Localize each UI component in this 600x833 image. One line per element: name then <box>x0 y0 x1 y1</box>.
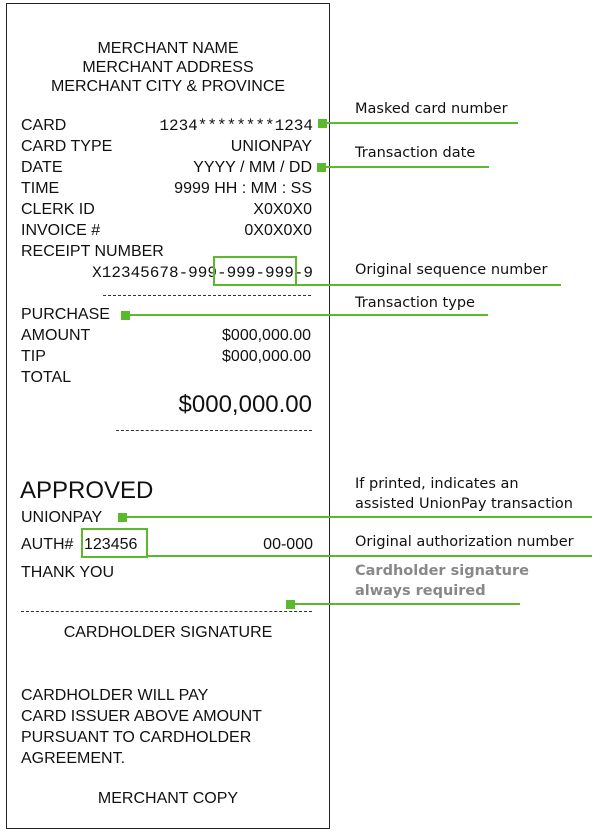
auth-code: 123456 <box>84 536 138 553</box>
invoice-label: INVOICE # <box>21 222 101 239</box>
tip-label: TIP <box>21 348 46 365</box>
callout-authorization: Original authorization number <box>355 534 574 550</box>
tip-value: $000,000.00 <box>222 348 311 365</box>
card-type-label: CARD TYPE <box>21 138 113 155</box>
callout-transaction-type: Transaction type <box>355 295 475 311</box>
thank-you: THANK YOU <box>21 564 115 581</box>
merchant-address: MERCHANT ADDRESS <box>82 59 254 76</box>
divider <box>116 430 312 431</box>
time-label: TIME <box>21 180 60 197</box>
merchant-name: MERCHANT NAME <box>97 40 239 57</box>
total-value: $000,000.00 <box>178 391 312 418</box>
auth-highlight-box <box>81 528 148 558</box>
signature-line <box>21 611 312 612</box>
invoice-value: 0X0X0X0 <box>244 222 312 239</box>
auth-label: AUTH# <box>21 536 74 553</box>
total-label: TOTAL <box>21 369 72 386</box>
callout-assisted-unionpay: If printed, indicates an assisted UnionPay transaction <box>355 476 573 512</box>
amount-label: AMOUNT <box>21 327 91 344</box>
assisted-connector <box>122 516 592 518</box>
type-connector <box>125 314 488 316</box>
receipt-number-value: X12345678-999-999-999-9 <box>92 264 313 282</box>
sequence-connector <box>297 284 561 286</box>
card-label: CARD <box>21 117 67 134</box>
auth-connector <box>148 555 592 557</box>
card-value: 1234********1234 <box>159 117 313 135</box>
signature-connector <box>290 603 520 605</box>
transaction-type: PURCHASE <box>21 306 110 323</box>
copy-label: MERCHANT COPY <box>97 790 239 807</box>
merchant-city: MERCHANT CITY & PROVINCE <box>50 78 286 95</box>
callout-masked-card: Masked card number <box>355 101 508 117</box>
callout-transaction-date: Transaction date <box>355 145 476 161</box>
date-value: YYYY / MM / DD <box>193 159 312 176</box>
time-value: 9999 HH : MM : SS <box>174 180 312 197</box>
approved-status: APPROVED <box>20 477 154 504</box>
card-type-value: UNIONPAY <box>230 138 312 155</box>
callout-signature: Cardholder signature always required <box>355 563 529 599</box>
receipt-number-label: RECEIPT NUMBER <box>21 243 164 260</box>
clerk-id-label: CLERK ID <box>21 201 95 218</box>
unionpay-indicator: UNIONPAY <box>21 509 103 526</box>
auth-suffix: 00-000 <box>263 536 313 553</box>
agreement-text: CARDHOLDER WILL PAY CARD ISSUER ABOVE AMOUNT PURSUANT TO CARDHOLDER AGREEMENT. <box>21 687 262 767</box>
callout-sequence-number: Original sequence number <box>355 262 548 278</box>
divider <box>103 295 311 296</box>
card-connector <box>322 122 518 124</box>
sequence-highlight-box <box>213 256 297 286</box>
date-label: DATE <box>21 159 63 176</box>
clerk-id-value: X0X0X0 <box>253 201 312 218</box>
amount-value: $000,000.00 <box>222 327 311 344</box>
signature-label: CARDHOLDER SIGNATURE <box>63 624 273 641</box>
date-connector <box>321 166 489 168</box>
